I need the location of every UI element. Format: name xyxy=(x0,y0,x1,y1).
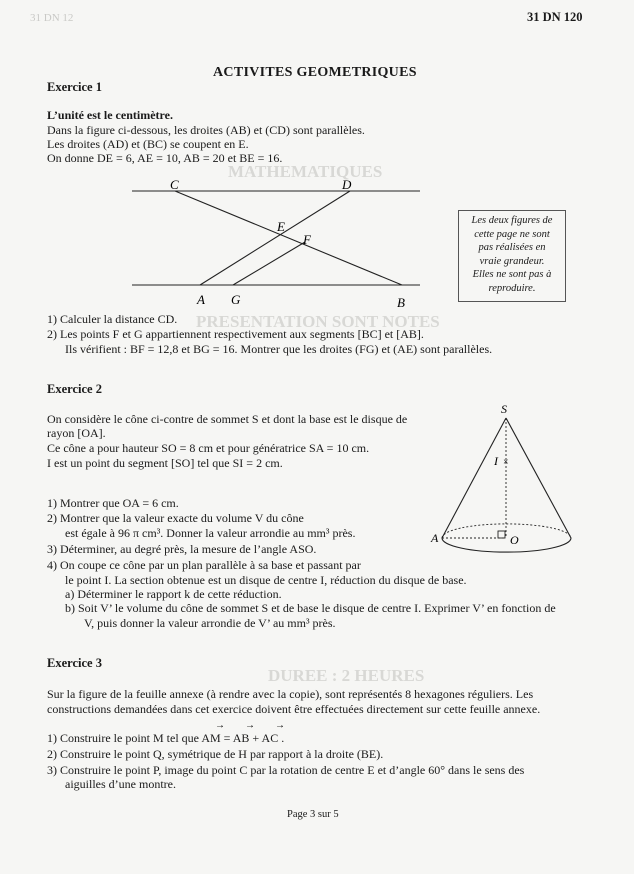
exercise-1-question-1: 1) Calculer la distance CD. xyxy=(47,312,178,326)
bleed-code: 31 DN 12 xyxy=(30,12,74,24)
exercise-2-question-4a: a) Déterminer le rapport k de cette réduction. xyxy=(65,587,282,601)
note-line: reproduire. xyxy=(488,282,536,294)
exercise-1-question-2: 2) Les points F et G appartiennent respectivement aux segments [BC] et [AB]. xyxy=(47,327,424,341)
label-s: S xyxy=(501,402,507,416)
document-code: 31 DN 120 xyxy=(527,10,583,24)
exercise-3-line-2: constructions demandées dans cet exercice doivent être effectuées directement sur cette feuille annexe. xyxy=(47,702,541,716)
exercise-1-line-3: On donne DE = 6, AE = 10, AB = 20 et BE = 16. xyxy=(47,151,283,165)
note-line: vraie grandeur. xyxy=(479,255,545,267)
label-g: G xyxy=(231,292,241,307)
bleed-mid: PRESENTATION SONT NOTES xyxy=(196,312,440,331)
exercise-2-line-4: I est un point du segment [SO] tel que SI = 2 cm. xyxy=(47,456,283,470)
bleed-heading: MATHEMATIQUES xyxy=(228,162,383,181)
vector-arrow-am: → xyxy=(215,720,225,731)
exercise-2-line-1: On considère le cône ci-contre de sommet S et dont la base est le disque de xyxy=(47,412,408,426)
page-title: ACTIVITES GEOMETRIQUES xyxy=(213,65,417,80)
exercise-1-unit: L’unité est le centimètre. xyxy=(47,108,173,122)
exercise-3-line-1: Sur la figure de la feuille annexe (à rendre avec la copie), sont représentés 8 hexagones réguliers. Les xyxy=(47,687,534,701)
exercise-2-question-3: 3) Déterminer, au degré près, la mesure de l’angle ASO. xyxy=(47,542,317,556)
point-i-mark: × xyxy=(503,457,509,468)
label-f: F xyxy=(303,232,311,247)
exercise-2-question-4: 4) On coupe ce cône par un plan parallèle à sa base et passant par xyxy=(47,558,361,572)
label-b: B xyxy=(397,295,405,310)
exercise-1-line-2: Les droites (AD) et (BC) se coupent en E. xyxy=(47,137,249,151)
exercise-2-question-4-cont: le point I. La section obtenue est un disque de centre I, réduction du disque de base. xyxy=(65,573,467,587)
exercise-2-question-1: 1) Montrer que OA = 6 cm. xyxy=(47,496,179,510)
exercise-3-question-3-cont: aiguilles d’une montre. xyxy=(65,777,176,791)
exercise-1-heading: Exercice 1 xyxy=(47,80,102,94)
exercise-3-question-2: 2) Construire le point Q, symétrique de H par rapport à la droite (BE). xyxy=(47,747,384,761)
exercise-2-question-2: 2) Montrer que la valeur exacte du volume V du cône xyxy=(47,511,304,525)
label-a-cone: A xyxy=(431,531,439,545)
note-line: pas réalisées en xyxy=(478,242,546,253)
label-e: E xyxy=(277,219,285,234)
exercise-1-question-2-cont: Ils vérifient : BF = 12,8 et BG = 16. Montrer que les droites (FG) et (AE) sont parallèles. xyxy=(65,342,493,356)
bleed-low: DUREE : 2 HEURES xyxy=(268,666,425,685)
exercise-2-question-2-cont: est égale à 96 π cm³. Donner la valeur arrondie au mm³ près. xyxy=(65,526,356,540)
vector-arrow-ab: → xyxy=(245,720,255,731)
label-i: I xyxy=(494,454,498,468)
label-a: A xyxy=(197,292,205,307)
page-number: Page 3 sur 5 xyxy=(287,809,339,820)
label-d: D xyxy=(342,177,352,192)
exercise-2-heading: Exercice 2 xyxy=(47,382,102,396)
label-c: C xyxy=(170,177,179,192)
exercise-2-question-4b: b) Soit V’ le volume du cône de sommet S et de base le disque de centre I. Exprimer V’ en fonction de xyxy=(65,601,556,615)
exercise-3-heading: Exercice 3 xyxy=(47,656,102,670)
exercise-2-question-4b-cont: V, puis donner la valeur arrondie de V’ au mm³ près. xyxy=(84,616,336,630)
exercise-1-line-1: Dans la figure ci-dessous, les droites (AB) et (CD) sont parallèles. xyxy=(47,123,365,137)
note-line: cette page ne sont xyxy=(474,228,550,240)
note-line: Elles ne sont pas à xyxy=(472,269,552,280)
label-o: O xyxy=(510,533,519,547)
exercise-3-question-1: 1) Construire le point M tel que AM = AB + AC . xyxy=(47,731,285,745)
exercise-3-question-3: 3) Construire le point P, image du point C par la rotation de centre E et d’angle 60° dans le sens des xyxy=(47,763,525,777)
note-line: Les deux figures de xyxy=(471,215,553,226)
exercise-2-line-2: rayon [OA]. xyxy=(47,426,106,440)
vector-arrow-ac: → xyxy=(275,720,285,731)
exercise-2-line-3: Ce cône a pour hauteur SO = 8 cm et pour génératrice SA = 10 cm. xyxy=(47,441,370,455)
